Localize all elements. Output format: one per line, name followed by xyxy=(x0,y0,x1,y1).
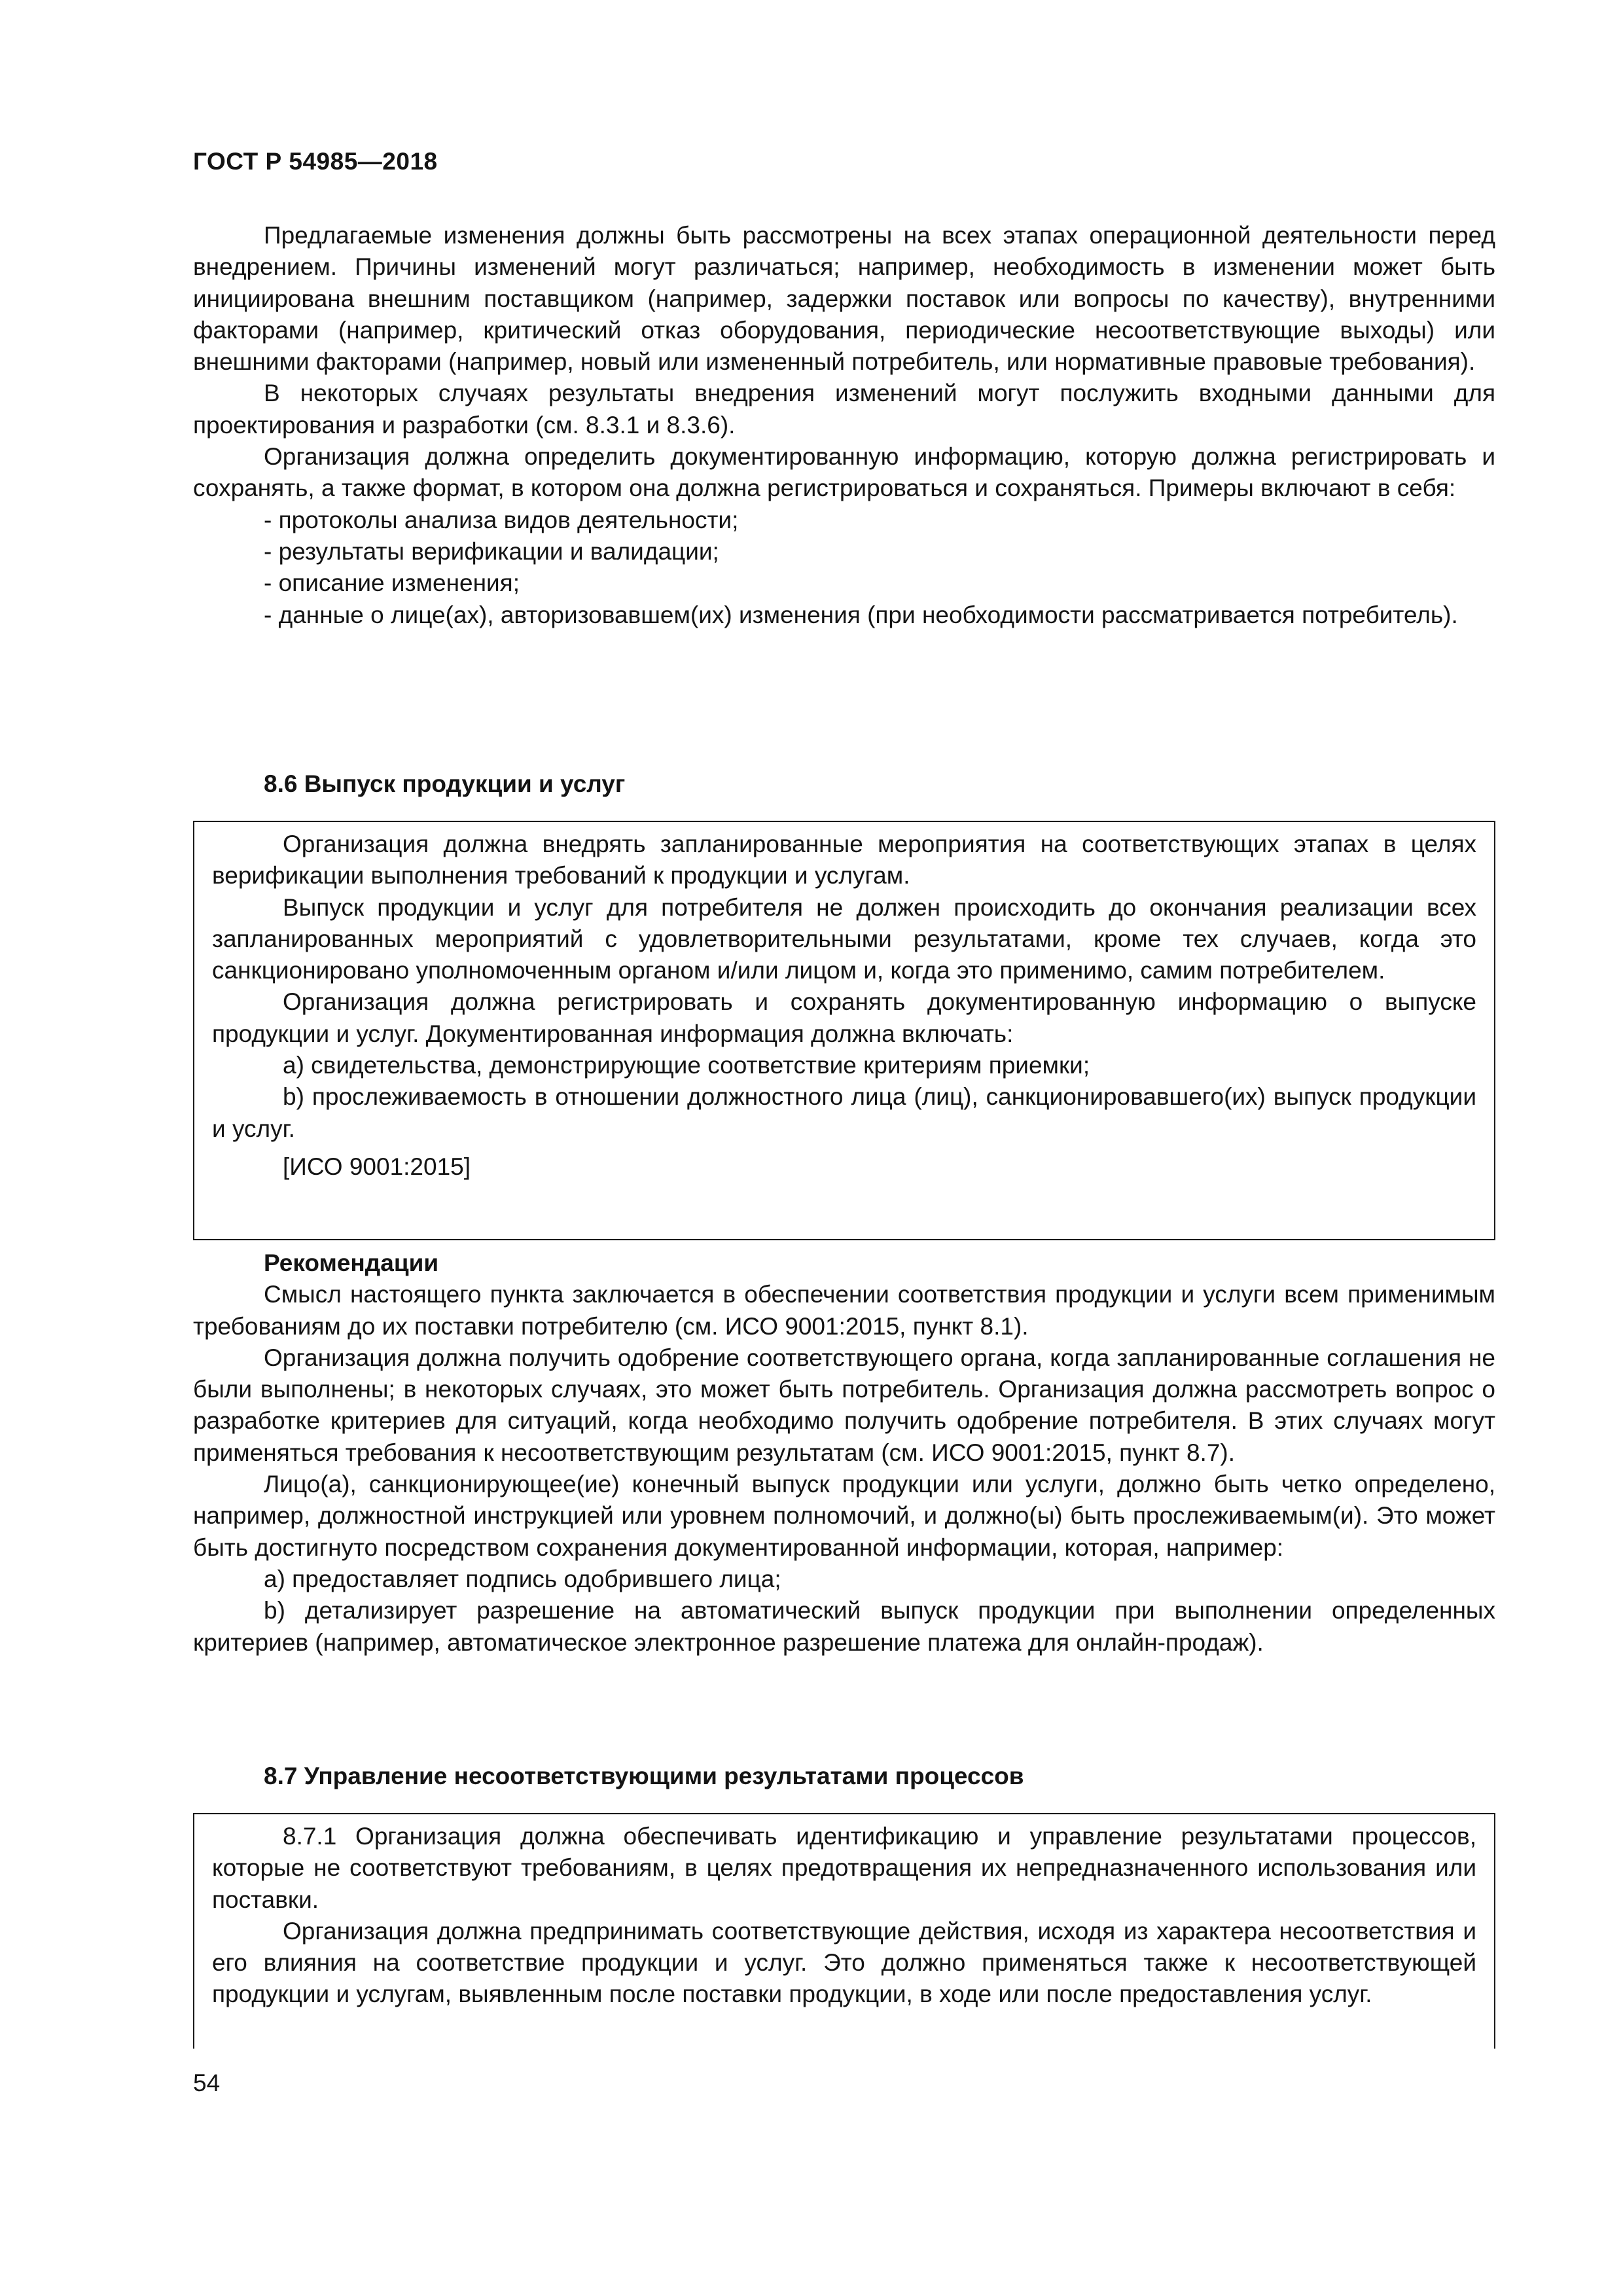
list-item: - результаты верификации и валидации; xyxy=(264,537,719,565)
standard-quote-box-8-6 xyxy=(193,821,1495,1240)
recommendations-block xyxy=(193,1247,1495,1659)
quote-paragraph: Организация должна регистрировать и сохранять документированную информацию о выпуске продукции и услуг. Документированная информация должна включать: xyxy=(212,988,1476,1047)
quote-paragraph: Организация должна внедрять запланированные мероприятия на соответствующих этапах в целях верификации выполнения требований к продукции и услугам. xyxy=(212,831,1476,889)
intro-paragraph: Предлагаемые изменения должны быть рассмотрены на всех этапах операционной деятельности перед внедрением. Причины изменений могут различаться; например, необходимость в изменении может быть инициирована внешним поставщиком (например, задержки поставок или вопросы по качеству), внутренними факторами (например, критический отказ оборудования, периодические несоответствующие выходы) или внешними факторами (например, новый или измененный потребитель, или нормативные правовые требования). xyxy=(193,222,1495,376)
recommendations-paragraph: Смысл настоящего пункта заключается в обеспечении соответствия продукции и услуги всем применимым требованиям до их поставки потребителю (см. ИСО 9001:2015, пункт 8.1). xyxy=(193,1281,1495,1340)
page-number: 54 xyxy=(193,2070,221,2096)
list-item: - данные о лице(ах), авторизовавшем(их) изменения (при необходимости рассматривается потребитель). xyxy=(264,601,1458,628)
recommendations-paragraph: Лицо(а), санкционирующее(ие) конечный выпуск продукции или услуги, должно быть четко определено, например, должностной инструкцией или уровнем полномочий, и должно(ы) быть прослеживаемым(и). Это может быть достигнуто посредством сохранения документированной информации, которая, например: xyxy=(193,1471,1495,1561)
intro-block xyxy=(193,220,1495,631)
quote-paragraph: a) свидетельства, демонстрирующие соответствие критериям приемки; xyxy=(283,1052,1090,1079)
quote-paragraph: b) прослеживаемость в отношении должностного лица (лиц), санкционировавшего(их) выпуск продукции и услуг. xyxy=(212,1083,1476,1142)
recommendations-paragraph: a) предоставляет подпись одобрившего лица; xyxy=(264,1565,781,1592)
recommendations-title: Рекомендации xyxy=(264,1249,439,1276)
section-heading-8-6: 8.6 Выпуск продукции и услуг xyxy=(264,770,626,797)
quote-reference: [ИСО 9001:2015] xyxy=(283,1153,471,1180)
quote-paragraph: Организация должна предпринимать соответствующие действия, исходя из характера несоответствия и его влияния на соответствие продукции и услуг. Это должно применяться также к несоответствующей продукции и услугам, выявленным после поставки продукции, в ходе или после предоставления услуг. xyxy=(212,1917,1476,2008)
list-item: - протоколы анализа видов деятельности; xyxy=(264,506,739,533)
document-header: ГОСТ Р 54985—2018 xyxy=(193,148,438,175)
list-item: - описание изменения; xyxy=(264,569,520,597)
intro-paragraph: Организация должна определить документированную информацию, которую должна регистрировать и сохранять, а также формат, в котором она должна регистрироваться и сохраняться. Примеры включают в себя: xyxy=(193,443,1495,502)
quote-paragraph: Выпуск продукции и услуг для потребителя не должен происходить до окончания реализации всех запланированных мероприятий с удовлетворительными результатами, кроме тех случаев, когда это санкционировано уполномоченным органом и/или лицом и, когда это применимо, самим потребителем. xyxy=(212,893,1476,984)
recommendations-paragraph: b) детализирует разрешение на автоматический выпуск продукции при выполнении определенных критериев (например, автоматическое электронное разрешение платежа для онлайн-продаж). xyxy=(193,1597,1495,1656)
intro-paragraph: В некоторых случаях результаты внедрения изменений могут послужить входными данными для проектирования и разработки (см. 8.3.1 и 8.3.6). xyxy=(193,380,1495,439)
quote-paragraph: 8.7.1 Организация должна обеспечивать идентификацию и управление результатами процессов, которые не соответствуют требованиям, в целях предотвращения их непредназначенного использования или поставки. xyxy=(212,1823,1476,1913)
section-heading-8-7: 8.7 Управление несоответствующими результатами процессов xyxy=(264,1763,1024,1789)
standard-quote-box-8-7 xyxy=(193,1813,1495,2049)
recommendations-paragraph: Организация должна получить одобрение соответствующего органа, когда запланированные соглашения не были выполнены; в некоторых случаях, это может быть потребитель. Организация должна рассмотреть вопрос о разработке критериев для ситуаций, когда необходимо получить одобрение потребителя. В этих случаях могут применяться требования к несоответствующим результатам (см. ИСО 9001:2015, пункт 8.7). xyxy=(193,1344,1495,1466)
